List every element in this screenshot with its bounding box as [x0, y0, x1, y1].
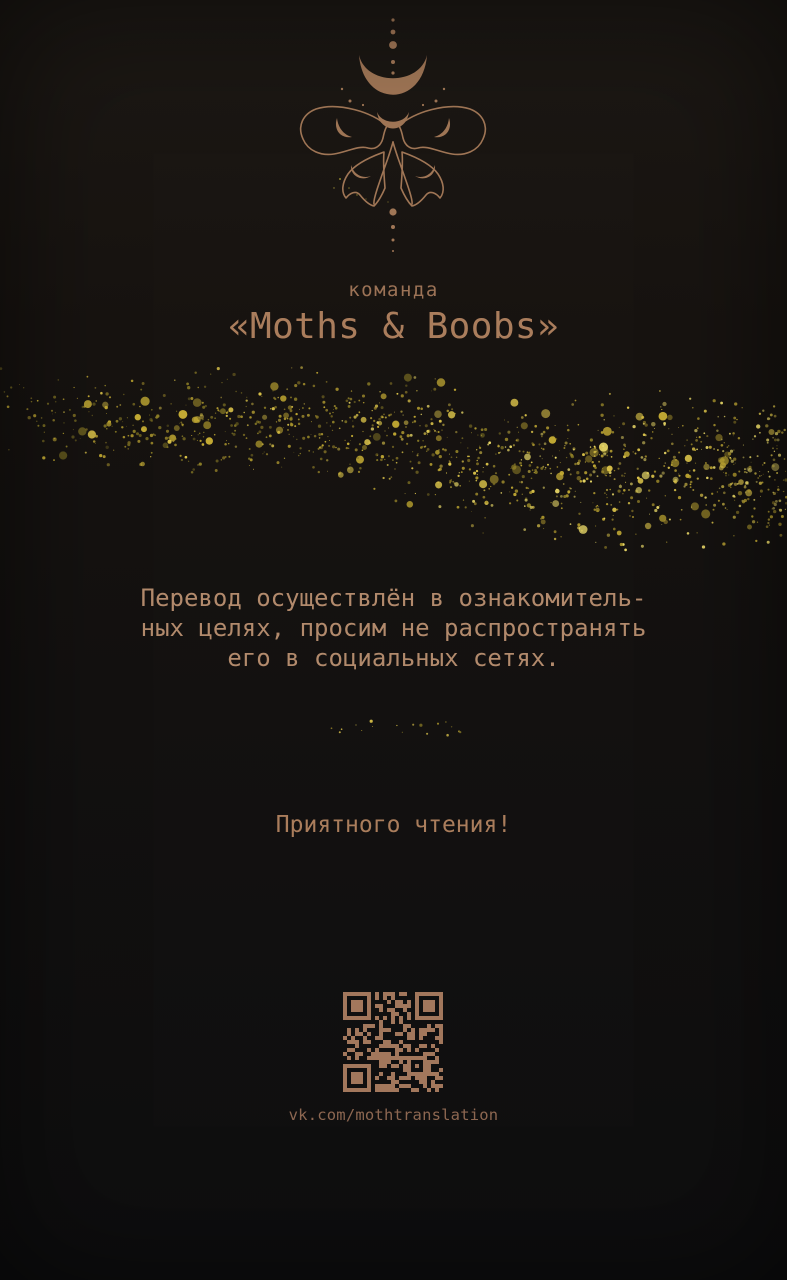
vk-link[interactable]: vk.com/mothtranslation — [288, 1106, 499, 1124]
notice-line: ных целях, просим не распространять — [140, 614, 647, 642]
glitter-band — [0, 352, 787, 552]
moth-body — [374, 142, 412, 204]
moth-head-crescent — [377, 112, 409, 129]
team-label: команда — [348, 279, 439, 301]
greeting-text: Приятного чтения! — [275, 812, 512, 838]
team-name-title: «Moths & Boobs» — [227, 306, 560, 347]
moth-wing — [301, 107, 387, 206]
translation-notice — [0, 583, 787, 673]
sparkle-cluster — [330, 712, 470, 748]
notice-line: Перевод осуществлён в ознакомитель- — [140, 584, 647, 612]
moth-logo-icon — [270, 6, 516, 258]
notice-line: его в социальных сетях. — [227, 644, 560, 672]
qr-code — [343, 992, 443, 1092]
moon-dots — [341, 18, 445, 252]
